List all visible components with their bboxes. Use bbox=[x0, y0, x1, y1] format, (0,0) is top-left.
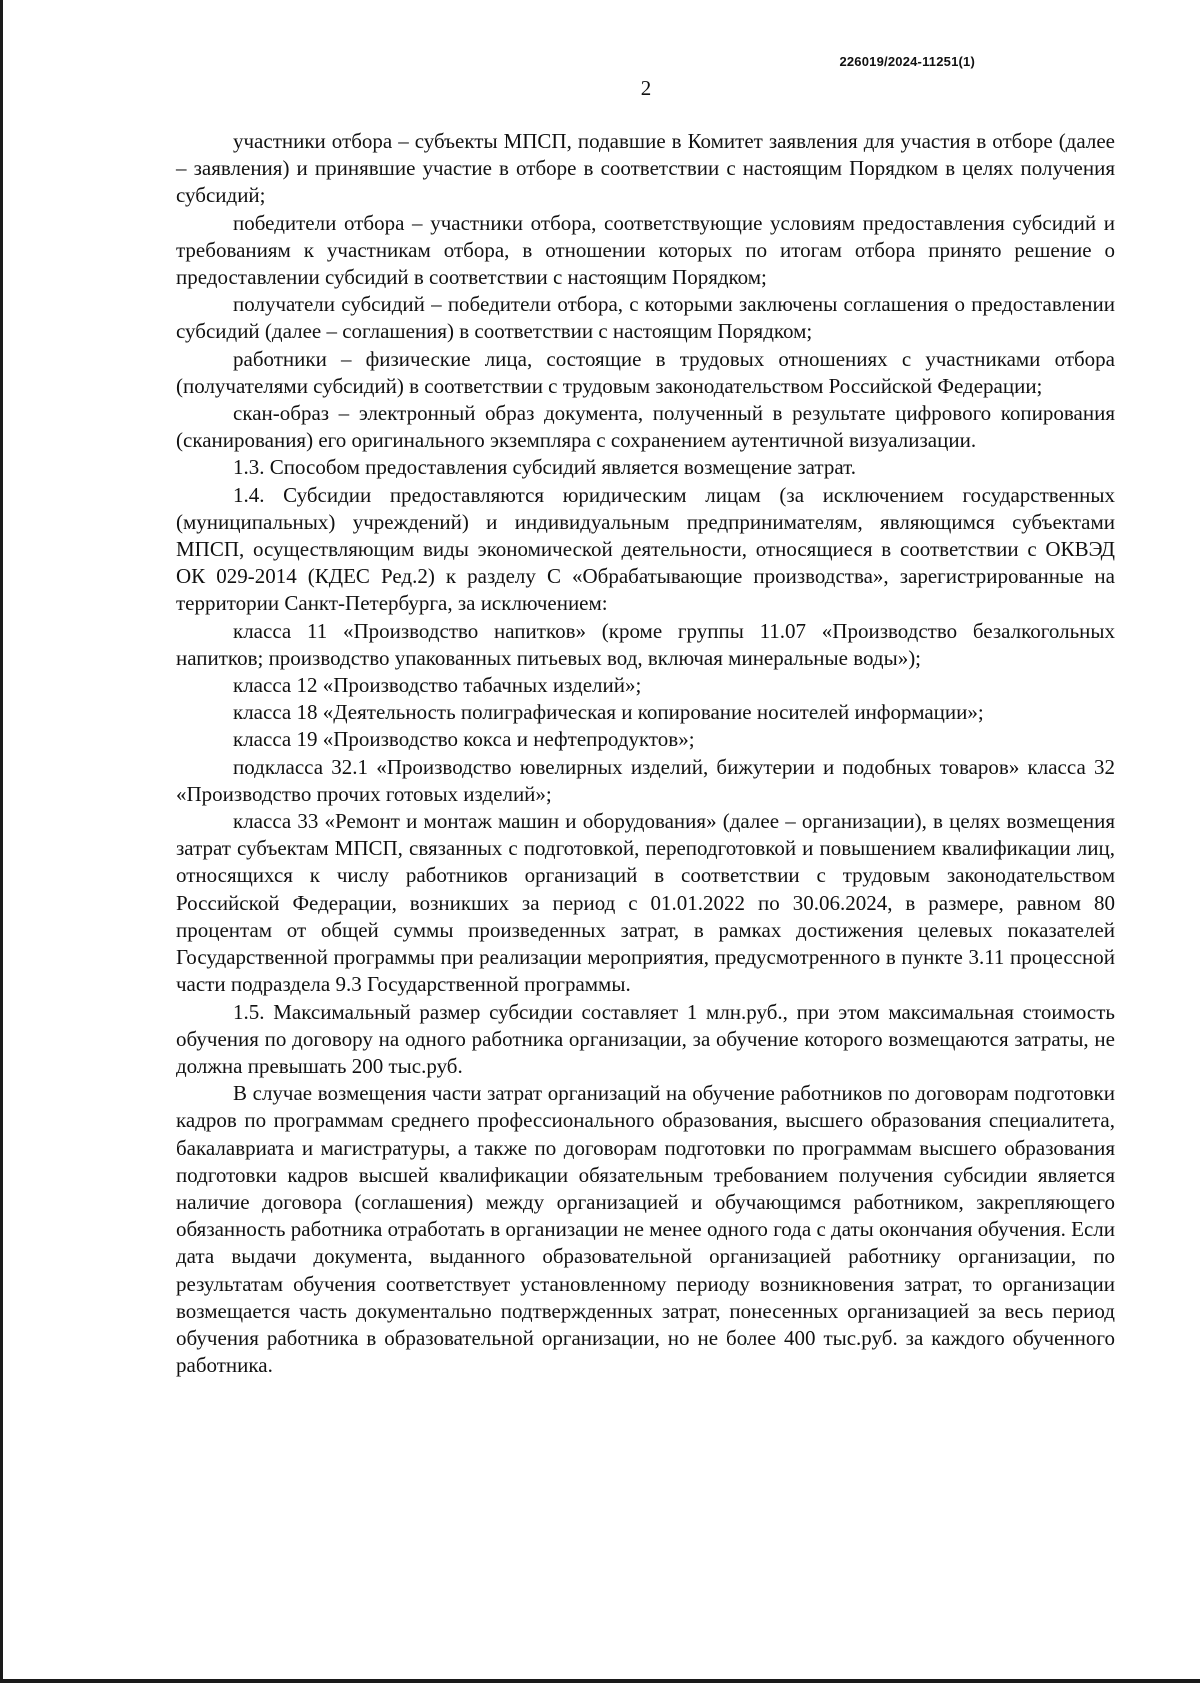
paragraph: класса 11 «Производство напитков» (кроме группы 11.07 «Производство безалкогольных напитков; производство упакованных питьевых вод, включая минеральные воды»); bbox=[176, 618, 1115, 670]
page-number: 2 bbox=[640, 76, 652, 100]
paragraph: класса 12 «Производство табачных изделий»; bbox=[233, 673, 642, 698]
document-number: 226019/2024-11251(1) bbox=[839, 54, 975, 69]
paragraph: победители отбора – участники отбора, соответствующие условиям предоставления субсидий и требованиям к участникам отбора, в отношении которых по итогам отбора принято решение о предоставлении субсидий в соответствии с настоящим Порядком; bbox=[176, 210, 1115, 290]
paragraph: скан-образ – электронный образ документа, полученный в результате цифрового копирования (сканирования) его оригинального экземпляра с сохранением аутентичной визуализации. bbox=[176, 401, 1115, 453]
scan-edge-bottom bbox=[0, 1679, 1200, 1683]
scan-edge-left bbox=[0, 0, 3, 1683]
paragraph: 1.5. Максимальный размер субсидии составляет 1 млн.руб., при этом максимальная стоимость обучения по договору на одного работника организации, за обучение которого возмещаются затраты, не должна превышать 200 тыс.руб. bbox=[176, 999, 1115, 1078]
paragraph: класса 33 «Ремонт и монтаж машин и оборудования» (далее – организации), в целях возмещения затрат субъектам МПСП, связанных с подготовкой, переподготовкой и повышением квалификации лиц, относящихся к числу работников организаций в соответствии с трудовым законодательством Российской Федерации, возникших за период с 01.01.2022 по 30.06.2024, в размере, равном 80 процентам от общей суммы произведенных затрат, в рамках достижения целевых показателей Государственной программы при реализации мероприятия, предусмотренного в пункте 3.11 процессной части подраздела 9.3 Государственной программы. bbox=[176, 809, 1115, 997]
paragraph: работники – физические лица, состоящие в трудовых отношениях с участниками отбора (получателями субсидий) в соответствии с трудовым законодательством Российской Федерации; bbox=[176, 346, 1115, 398]
paragraph: 1.4. Субсидии предоставляются юридическим лицам (за исключением государственных (муниципальных) учреждений) и индивидуальным предпринимателям, являющимся субъектами МПСП, осуществляющим виды экономической деятельности, относящиеся в соответствии с ОКВЭД ОК 029-2014 (КДЕС Ред.2) к разделу С «Обрабатывающие производства», зарегистрированные на территории Санкт-Петербурга, за исключением: bbox=[176, 482, 1115, 616]
paragraph: участники отбора – субъекты МПСП, подавшие в Комитет заявления для участия в отборе (далее – заявления) и принявшие участие в отборе в соответствии с настоящим Порядком в целях получения субсидий; bbox=[176, 129, 1115, 208]
document-body bbox=[176, 128, 1115, 1379]
paragraph: получатели субсидий – победители отбора, с которыми заключены соглашения о предоставлении субсидий (далее – соглашения) в соответствии с настоящим Порядком; bbox=[176, 292, 1115, 344]
paragraph: подкласса 32.1 «Производство ювелирных изделий, бижутерии и подобных товаров» класса 32 «Производство прочих готовых изделий»; bbox=[176, 754, 1115, 806]
paragraph: 1.3. Способом предоставления субсидий является возмещение затрат. bbox=[233, 455, 856, 480]
paragraph: класса 19 «Производство кокса и нефтепродуктов»; bbox=[233, 727, 695, 752]
paragraph: класса 18 «Деятельность полиграфическая и копирование носителей информации»; bbox=[233, 700, 984, 725]
paragraph: В случае возмещения части затрат организаций на обучение работников по договорам подготовки кадров по программам среднего профессионального образования, высшего образования специалитета, бакалавриата и магистратуры, а также по договорам подготовки по программам высшего образования подготовки кадров высшей квалификации обязательным требованием получения субсидии является наличие договора (соглашения) между организацией и обучающимся работником, закрепляющего обязанность работника отработать в организации не менее одного года с даты окончания обучения. Если дата выдачи документа, выданного образовательной организацией работнику организации, по результатам обучения соответствует установленному периоду возникновения затрат, то организации возмещается часть документально подтвержденных затрат, понесенных организацией за весь период обучения работника в образовательной организации, но не более 400 тыс.руб. за каждого обученного работника. bbox=[176, 1081, 1115, 1378]
